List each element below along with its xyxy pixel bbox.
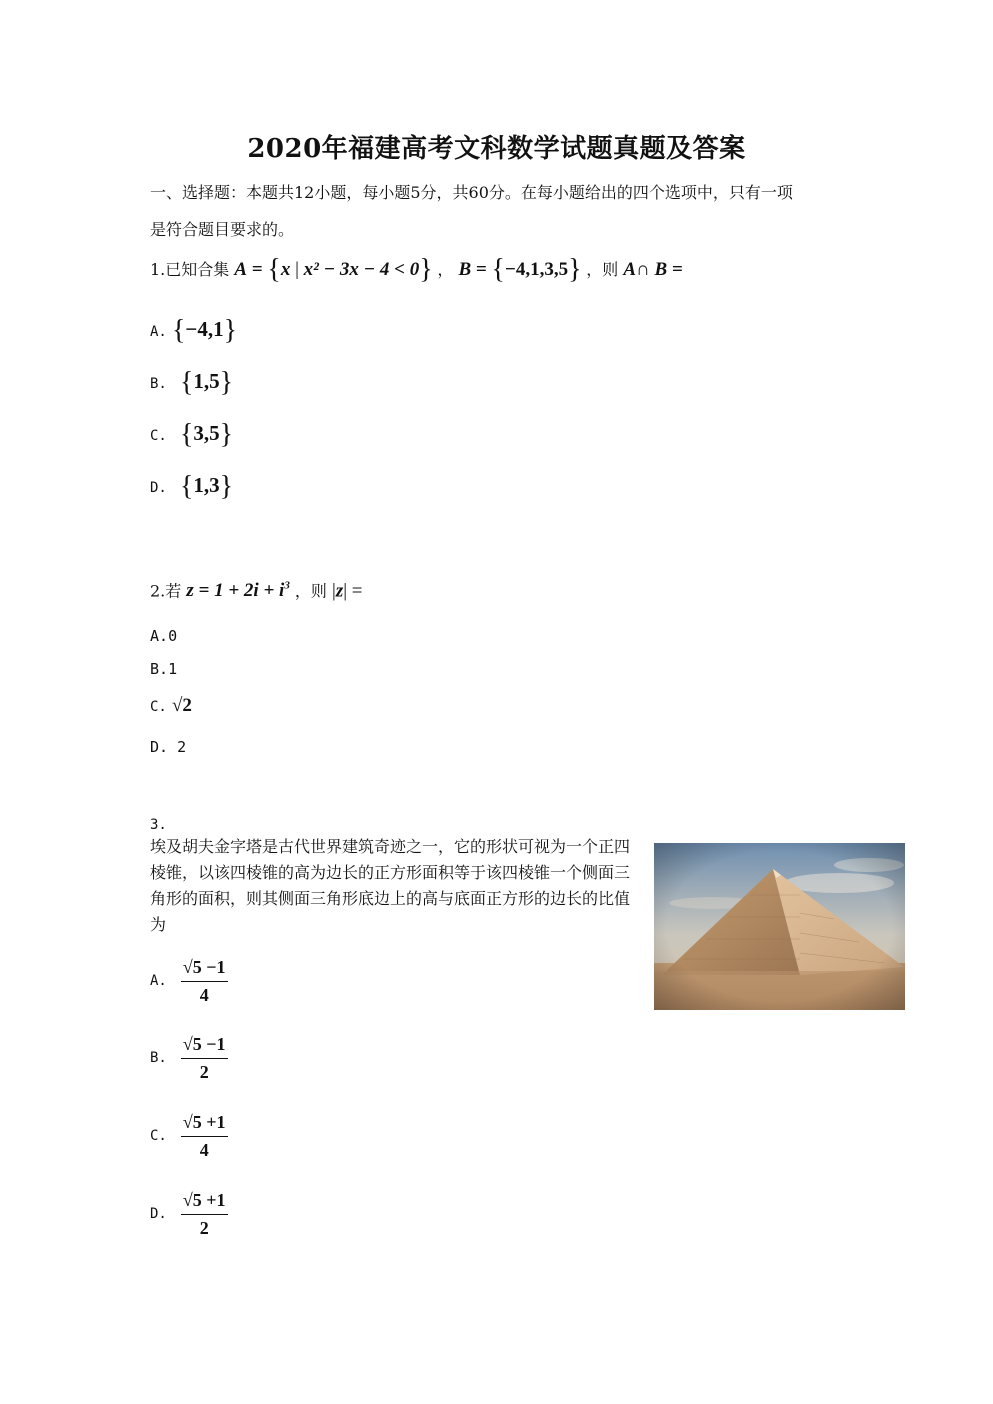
- q3-option-b: [150, 1033, 228, 1083]
- section-instruction-line2: 是符合题目要求的。: [150, 220, 295, 239]
- q1-option-d: D. {1,3}: [150, 471, 234, 502]
- page-title: 2020年福建高考文科数学试题真题及答案: [247, 134, 746, 164]
- option-value: 3,5: [193, 421, 220, 445]
- q3-option-c: [150, 1111, 228, 1161]
- equals-sign: =: [351, 580, 363, 602]
- modulus-expression: |z| =: [332, 580, 363, 602]
- option-label: B.: [150, 1050, 167, 1066]
- intersection-expression: A∩ B =: [623, 259, 683, 280]
- set-a-condition: x² − 3x − 4 < 0: [303, 259, 420, 280]
- q3-option-d: [150, 1189, 228, 1239]
- separator: ，: [437, 260, 454, 279]
- option-label: C.: [150, 699, 167, 715]
- denominator: 2: [199, 1218, 209, 1238]
- fraction: $\frac{√5 +1}{4}$: [182, 1112, 226, 1160]
- option-label: A.: [150, 324, 167, 340]
- question-2-prefix: 2.若: [150, 581, 182, 601]
- modulus-variable: z: [335, 580, 344, 602]
- sqrt-radicand: 5: [192, 957, 202, 977]
- option-label: C.: [150, 1128, 167, 1144]
- option-value: 1,3: [193, 473, 220, 497]
- question-3-text: 埃及胡夫金字塔是古代世界建筑奇迹之一，它的形状可视为一个正四棱锥，以该四棱锥的高为边长的正方形面积等于该四棱锥一个侧面三角形的面积，则其侧面三角形底边上的高与底面正方形的边长的比值为: [150, 837, 631, 934]
- set-a-variable: x: [280, 259, 291, 280]
- complex-expression-body: z = 1 + 2i + i: [186, 580, 285, 602]
- option-value: √2: [171, 695, 192, 716]
- sqrt-radicand: 5: [192, 1034, 202, 1054]
- option-value: 2: [177, 738, 187, 756]
- question-3-number: 3.: [150, 817, 167, 833]
- set-a-symbol: A: [234, 259, 248, 280]
- q2-option-d: [150, 738, 186, 756]
- question-2-stem: [150, 576, 363, 601]
- set-b-symbol: B: [458, 259, 472, 280]
- exponent: 3: [284, 580, 290, 592]
- numerator-rest: +1: [201, 1112, 226, 1132]
- numerator-rest: −1: [201, 957, 226, 977]
- fraction: $\frac{√5 -1}{2}$: [182, 1034, 226, 1082]
- question-2-suffix: ，则: [294, 581, 327, 601]
- question-1-stem: [150, 254, 683, 285]
- question-1-suffix: ，则: [586, 260, 619, 279]
- question-1-prefix: 1.已知合集: [150, 260, 230, 279]
- q2-option-b: [150, 660, 177, 678]
- pyramid-photo: [654, 843, 905, 1010]
- option-label: B.: [150, 376, 167, 392]
- set-a-definition: A = {x | x² − 3x − 4 < 0}: [234, 254, 433, 285]
- denominator: 2: [199, 1062, 209, 1082]
- q2-option-c: [150, 695, 192, 717]
- option-value: −4,1: [185, 317, 224, 341]
- option-label: D.: [150, 1206, 167, 1222]
- option-value: 1: [168, 660, 178, 678]
- set-b-elements: −4,1,3,5: [505, 259, 569, 280]
- numerator-rest: +1: [201, 1190, 226, 1210]
- q2-option-a: [150, 627, 177, 645]
- denominator: 4: [199, 1140, 209, 1160]
- q1-option-b: B. {1,5}: [150, 367, 234, 398]
- sqrt-radicand: 5: [192, 1190, 202, 1210]
- option-value: 1,5: [193, 369, 220, 393]
- option-value: 0: [168, 627, 178, 645]
- option-label: D.: [150, 480, 167, 496]
- q1-option-a: A. {−4,1}: [150, 315, 238, 346]
- option-label: A.: [150, 627, 169, 645]
- denominator: 4: [199, 985, 209, 1005]
- numerator-rest: −1: [201, 1034, 226, 1054]
- q1-option-c: C. {3,5}: [150, 419, 234, 450]
- option-label: A.: [150, 973, 167, 989]
- q3-option-a: [150, 956, 228, 1006]
- fraction: $\frac{√5 +1}{2}$: [182, 1190, 226, 1238]
- complex-expression: [186, 580, 289, 601]
- section-instruction-line1: 一、选择题：本题共12小题，每小题5分，共60分。在每小题给出的四个选项中，只有一项: [150, 183, 793, 202]
- fraction: $\frac{√5 -1}{4}$: [182, 957, 226, 1005]
- option-label: C.: [150, 428, 167, 444]
- option-label: D.: [150, 738, 169, 756]
- option-label: B.: [150, 660, 169, 678]
- set-b-definition: B = {−4,1,3,5}: [458, 254, 582, 285]
- sqrt-radicand: 5: [192, 1112, 202, 1132]
